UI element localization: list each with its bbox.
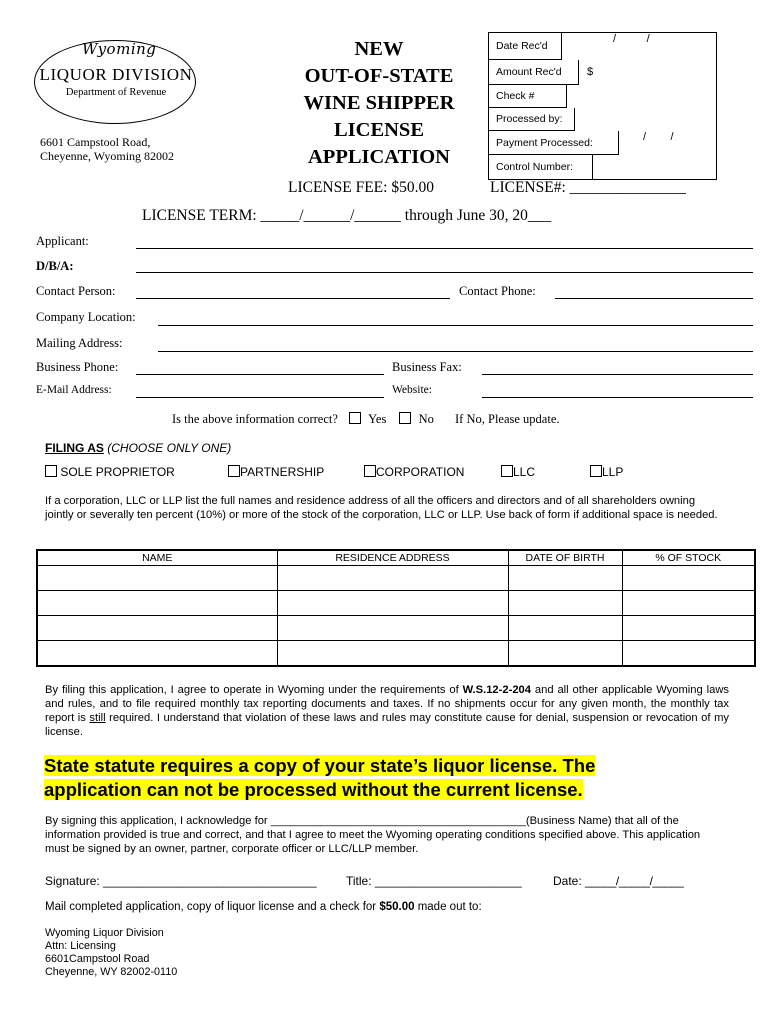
table-row — [37, 591, 755, 616]
title-line: OUT-OF-STATE — [304, 65, 454, 87]
date-blank[interactable]: _____/_____/_____ — [585, 874, 684, 888]
mail-address-line: Wyoming Liquor Division — [45, 927, 164, 939]
mail-instructions — [45, 901, 482, 913]
agreement-part-1: By filing this application, I agree to operate in Wyoming under the requirements of — [45, 684, 463, 696]
corporation-checkbox[interactable] — [364, 465, 376, 477]
yes-checkbox[interactable] — [349, 412, 361, 424]
stock-cell[interactable] — [622, 641, 755, 667]
llc-checkbox[interactable] — [501, 465, 513, 477]
filing-as-label: FILING AS — [45, 441, 104, 455]
date-field[interactable] — [553, 874, 683, 888]
still-emphasis: still — [89, 712, 106, 724]
office-use-box — [488, 32, 717, 180]
corporation-label: CORPORATION — [376, 465, 465, 479]
company-location-field[interactable] — [158, 325, 753, 326]
website-field[interactable] — [482, 397, 753, 398]
choose-one-note: (CHOOSE ONLY ONE) — [107, 441, 232, 455]
email-field[interactable] — [136, 397, 384, 398]
header-residence-address: RESIDENCE ADDRESS — [277, 550, 508, 566]
dba-label: D/B/A: — [36, 259, 74, 273]
llp-checkbox[interactable] — [590, 465, 602, 477]
llc-label: LLC — [513, 465, 536, 479]
date-recd-slashes: / / — [613, 33, 650, 45]
table-row — [37, 616, 755, 641]
filing-llp[interactable] — [590, 465, 623, 479]
agreement-paragraph — [45, 683, 729, 739]
address-line-1: 6601 Campstool Road, — [40, 135, 151, 149]
mailing-address-block — [45, 927, 177, 979]
address-cell[interactable] — [277, 591, 508, 616]
dob-cell[interactable] — [508, 566, 622, 591]
license-fee: LICENSE FEE: $50.00 — [288, 179, 434, 196]
form-title — [278, 36, 480, 171]
sole-proprietor-checkbox[interactable] — [45, 465, 57, 477]
notice-line-1: State statute requires a copy of your state’s liquor license. The — [44, 755, 596, 776]
mail-address-line: Cheyenne, WY 82002-0110 — [45, 966, 178, 978]
header-date-of-birth: DATE OF BIRTH — [508, 550, 622, 566]
address-line-2: Cheyenne, Wyoming 82002 — [40, 149, 175, 163]
info-correct-row — [172, 412, 560, 427]
contact-phone-field[interactable] — [555, 298, 753, 299]
title-line: LICENSE — [333, 119, 424, 141]
dob-cell[interactable] — [508, 591, 622, 616]
payment-processed-label: Payment Processed: — [489, 131, 619, 155]
stock-cell[interactable] — [622, 591, 755, 616]
email-label: E-Mail Address: — [36, 384, 112, 396]
mail-amount: $50.00 — [379, 901, 415, 913]
logo-script-text: Wyoming — [82, 40, 157, 58]
payment-slashes: / / — [643, 131, 674, 143]
mailing-address-field[interactable] — [158, 351, 753, 352]
info-correct-question: Is the above information correct? — [172, 412, 338, 426]
date-label: Date: — [553, 874, 586, 888]
business-fax-field[interactable] — [482, 374, 753, 375]
dollar-sign: $ — [587, 66, 594, 78]
processed-by-label: Processed by: — [489, 108, 575, 131]
notice-line-2: application can not be processed without the current license. — [44, 779, 583, 800]
dob-cell[interactable] — [508, 641, 622, 667]
contact-person-field[interactable] — [136, 298, 450, 299]
name-cell[interactable] — [37, 641, 277, 667]
dba-field[interactable] — [136, 272, 753, 273]
header-name: NAME — [37, 550, 277, 566]
license-term: LICENSE TERM: _____/______/______ through June 30, 20___ — [142, 207, 552, 224]
agreement-part-2: and all other applicable Wyoming laws and rules, and to file required monthly tax reporting documents and taxes. If no shipments occur for any given month, the monthly tax report is — [45, 684, 730, 724]
header-percent-stock: % OF STOCK — [622, 550, 755, 566]
table-row — [37, 641, 755, 667]
website-label: Website: — [392, 384, 432, 396]
license-number: LICENSE#: _______________ — [490, 179, 686, 196]
partnership-label: PARTNERSHIP — [240, 465, 325, 479]
mail-address-line: 6601Campstool Road — [45, 953, 150, 965]
no-label: No — [418, 412, 434, 426]
mail-address-line: Attn: Licensing — [45, 940, 116, 952]
if-no-note: If No, Please update. — [455, 412, 560, 426]
title-field[interactable]: Title: ______________________ — [346, 874, 522, 888]
control-number-label: Control Number: — [489, 155, 593, 179]
stock-cell[interactable] — [622, 616, 755, 641]
amount-recd-label: Amount Rec'd — [489, 60, 579, 85]
mail-part-2: made out to: — [414, 901, 482, 913]
title-line: WINE SHIPPER — [303, 92, 455, 114]
business-phone-label: Business Phone: — [36, 360, 119, 374]
business-phone-field[interactable] — [136, 374, 384, 375]
llp-label: LLP — [602, 465, 624, 479]
applicant-field[interactable] — [136, 248, 753, 249]
acknowledgement-paragraph: By signing this application, I acknowledge for _________________________________________(Business Name) that all of the information provided is true and correct, and that I agree to meet the Wyoming operating conditions specified above. This application must be signed by an owner, partner, corporate officer or LLC/LLP member. — [45, 815, 701, 855]
filing-llc[interactable] — [501, 465, 535, 479]
license-copy-notice — [44, 754, 595, 802]
mailing-address-label: Mailing Address: — [36, 336, 123, 350]
agreement-part-3: required. I understand that violation of these laws and rules may constitute cause for denial, suspension or revocation of my license. — [45, 712, 729, 738]
statute-reference: W.S.12-2-204 — [462, 684, 531, 696]
name-cell[interactable] — [37, 591, 277, 616]
mail-part-1: Mail completed application, copy of liquor license and a check for — [45, 901, 380, 913]
logo-sub-text: Department of Revenue — [65, 87, 167, 98]
address-cell[interactable] — [277, 641, 508, 667]
partnership-checkbox[interactable] — [228, 465, 240, 477]
filing-partnership[interactable] — [228, 465, 324, 479]
applicant-label: Applicant: — [36, 234, 89, 248]
contact-phone-label: Contact Phone: — [459, 284, 536, 298]
yes-label: Yes — [368, 412, 387, 426]
title-line: NEW — [354, 38, 404, 60]
officers-table — [36, 549, 756, 667]
address-cell[interactable] — [277, 616, 508, 641]
corporation-instructions: If a corporation, LLC or LLP list the full names and residence address of all the officers and directors and of all shareholders owning jointly or severally ten percent (10%) or more of the stock of the corporation, LLC or LLP. Use back of form if additional space is needed. — [45, 495, 718, 521]
signature-field[interactable]: Signature: ________________________________ — [45, 874, 317, 888]
name-cell[interactable] — [37, 616, 277, 641]
business-fax-label: Business Fax: — [392, 360, 462, 374]
logo-main-text: LIQUOR DIVISION — [39, 65, 193, 84]
filing-corporation[interactable] — [364, 465, 464, 479]
name-cell[interactable] — [37, 566, 277, 591]
title-line: APPLICATION — [308, 146, 450, 168]
filing-as-heading — [45, 441, 231, 455]
company-location-label: Company Location: — [36, 310, 136, 324]
table-row — [37, 566, 755, 591]
dob-cell[interactable] — [508, 616, 622, 641]
address-cell[interactable] — [277, 566, 508, 591]
check-number-label: Check # — [489, 85, 567, 108]
date-recd-label: Date Rec'd — [489, 33, 562, 60]
table-header-row — [37, 550, 755, 566]
no-checkbox[interactable] — [399, 412, 411, 424]
contact-person-label: Contact Person: — [36, 284, 116, 298]
filing-sole-proprietor[interactable] — [45, 465, 175, 479]
stock-cell[interactable] — [622, 566, 755, 591]
sole-proprietor-label: SOLE PROPRIETOR — [60, 465, 175, 479]
